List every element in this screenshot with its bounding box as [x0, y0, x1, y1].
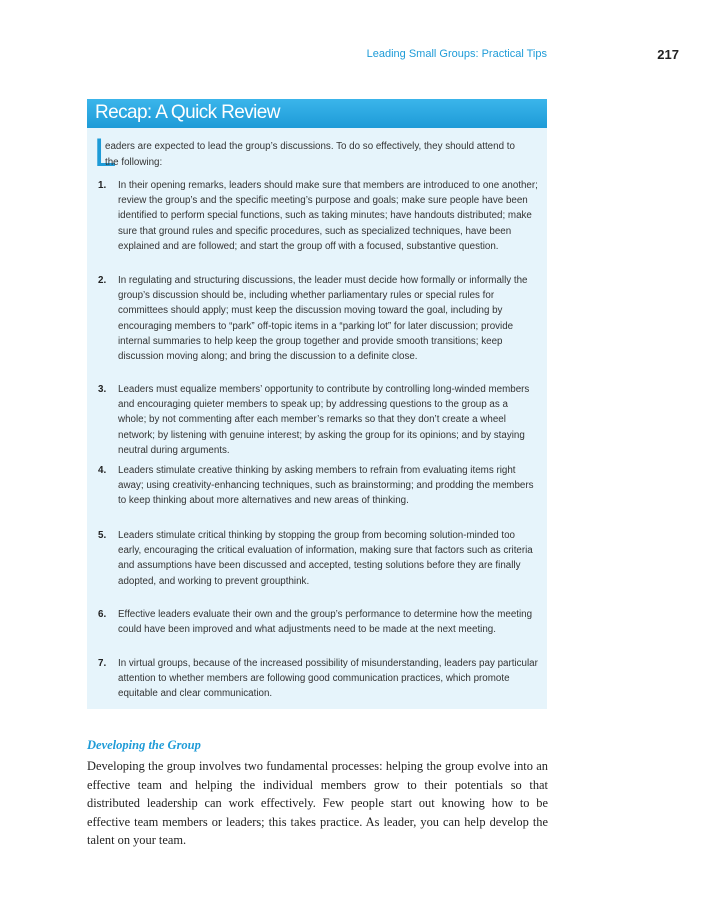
list-item-text: In virtual groups, because of the increased possibility of misunderstanding, leaders pay particular attention to whether members are following good communication practices, which promote equitable and clear communication. — [118, 658, 538, 700]
drop-cap: L — [94, 131, 117, 175]
list-item-text: Effective leaders evaluate their own and the group’s performance to determine how the meeting could have been improved and what adjustments need to be made at the next meeting. — [118, 609, 533, 636]
running-head — [0, 48, 727, 66]
list-item-number: 3. — [98, 384, 107, 395]
recap-title: Recap: A Quick Review — [95, 102, 280, 123]
list-item-text: Leaders stimulate critical thinking by stopping the group from becoming solution-minded too early, encouraging the critical evaluation of information, making sure that factors such as criteria and assumptions have been discussed and accepted, testing solutions before they are finally adopted, and working to prevent groupthink. — [118, 530, 533, 587]
page-number: 217 — [657, 47, 679, 62]
list-item-number: 5. — [98, 530, 107, 541]
section-body: Developing the group involves two fundamental processes: helping the group evolve into an effective team and helping the individual members grow to their potentials so that distributed leadership can work effectively. Few people start out knowing how to be effective team members or leaders; this takes practice. As leader, you can help develop the talent on your team. — [87, 759, 548, 848]
list-item-number: 2. — [98, 275, 107, 286]
running-head-title: Leading Small Groups: Practical Tips — [366, 48, 547, 60]
recap-header — [87, 99, 547, 128]
list-item-text: In their opening remarks, leaders should make sure that members are introduced to one another; review the group’s and the specific meeting’s purpose and goals; make sure people have been identified to perform special functions, such as taking minutes; have handouts distributed; make sure that ground rules and specific procedures, such as specialized techniques, have been explained and are followed; and start the group off with a focused, substantive question. — [118, 180, 538, 252]
recap-intro: eaders are expected to lead the group’s discussions. To do so effectively, they should attend to the following: — [105, 141, 515, 168]
list-item-number: 6. — [98, 609, 107, 620]
list-item-text: In regulating and structuring discussions, the leader must decide how formally or informally the group’s discussion should be, including whether parliamentary rules or special rules for committees should apply; must keep the discussion moving toward the goal, including by encouraging members to “park” off-topic items in a “parking lot” for later discussion; provide internal summaries to help keep the group together and provide smooth transitions; keep discussion moving along; and bring the discussion to a definite close. — [118, 275, 528, 363]
list-item-number: 4. — [98, 465, 107, 476]
list-item-number: 7. — [98, 658, 107, 669]
section-heading: Developing the Group — [87, 738, 201, 752]
recap-box — [87, 99, 547, 709]
list-item-text: Leaders stimulate creative thinking by asking members to refrain from evaluating items right away; using creativity-enhancing techniques, such as brainstorming; and prodding the members to keep thinking about more alternatives and new areas of thinking. — [118, 465, 534, 507]
list-item-number: 1. — [98, 180, 107, 191]
list-item-text: Leaders must equalize members’ opportunity to contribute by controlling long-winded members and encouraging quieter members to speak up; by addressing questions to the group as a whole; by not commenting after each member’s remarks so that they don’t create a wheel network; by listening with genuine interest; by asking the group for its opinions; and by staying neutral during arguments. — [118, 384, 530, 456]
